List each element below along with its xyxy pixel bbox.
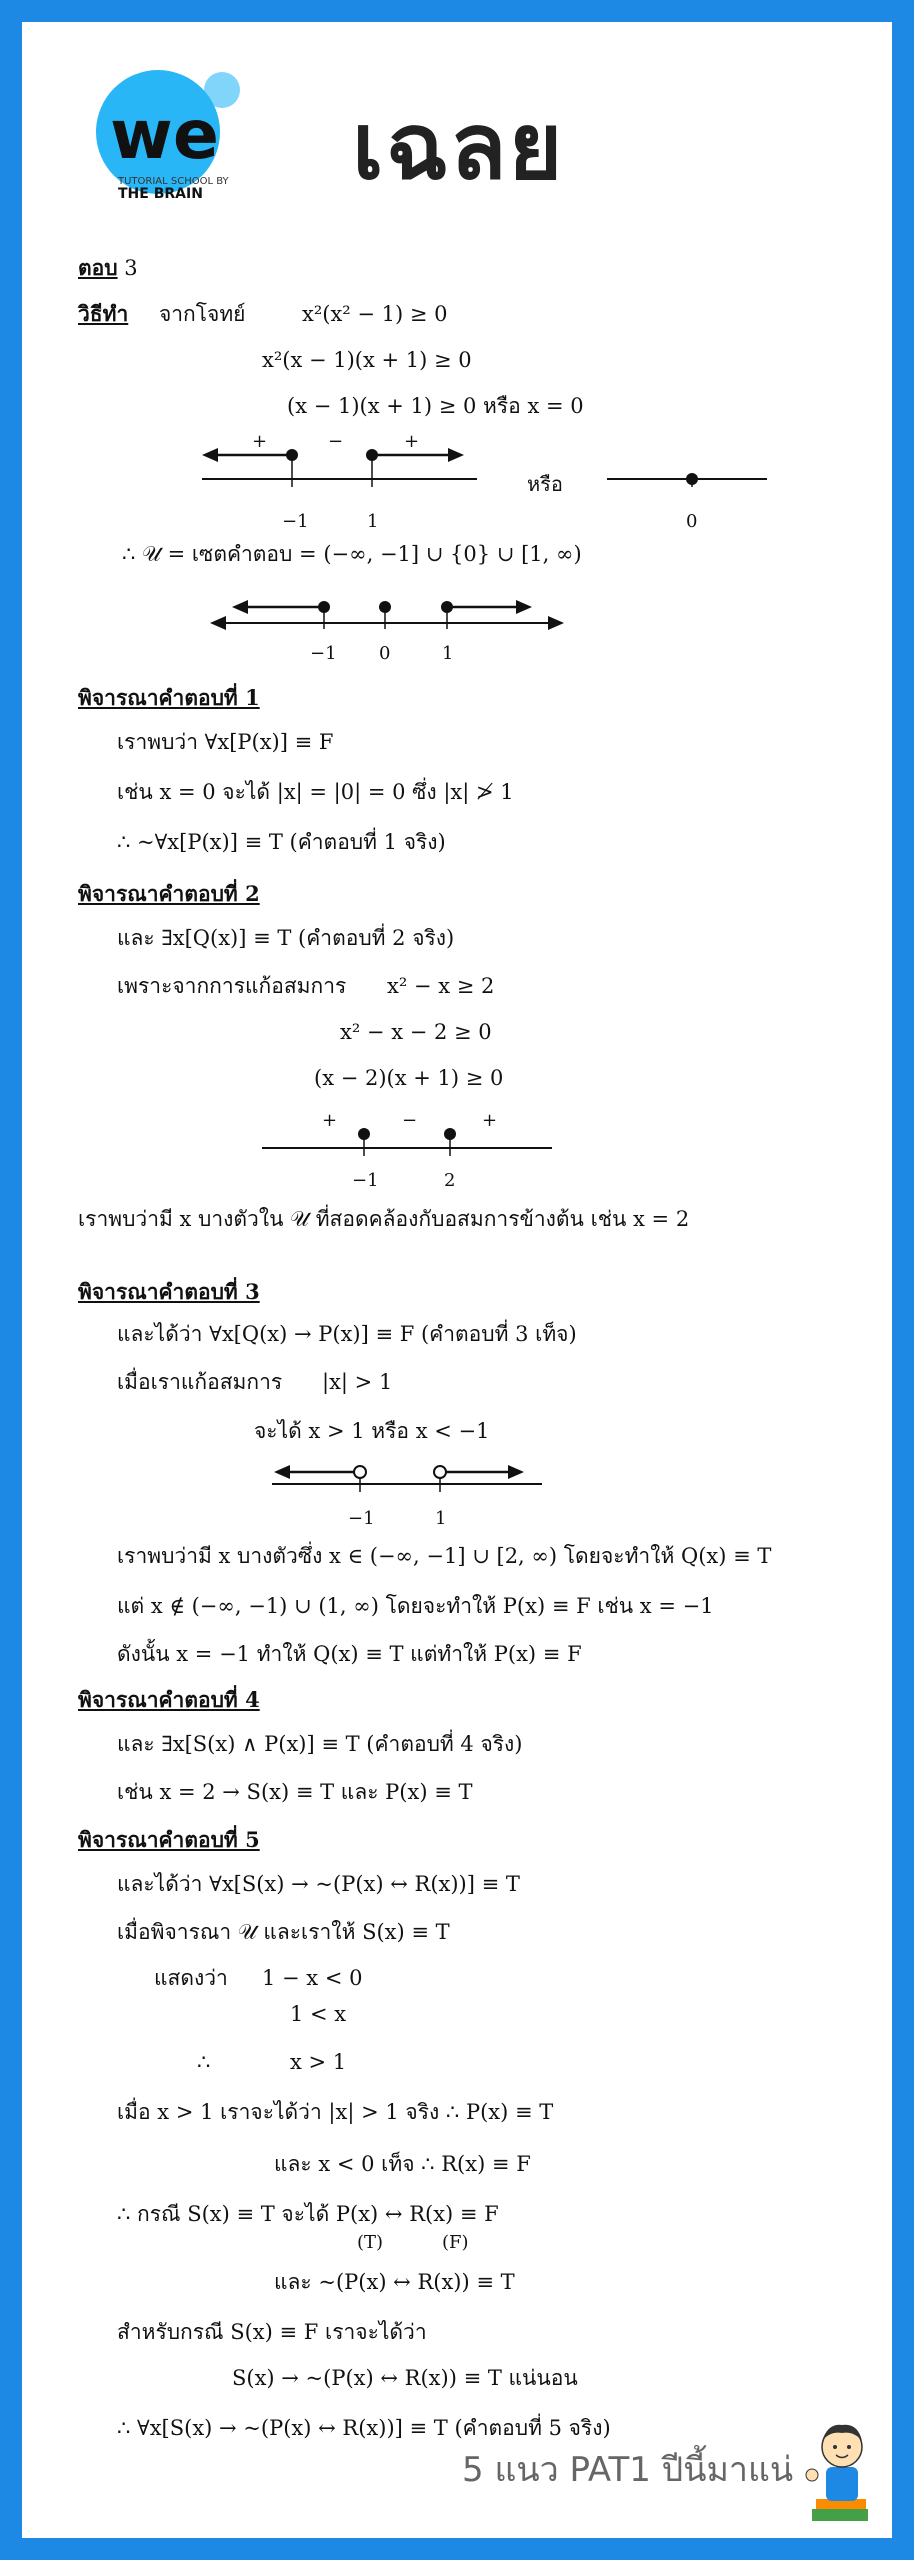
choice-4-title: พิจารณาคำตอบที่ 4 [78,1687,260,1712]
logo-text: we [110,96,219,175]
page-title: เฉลย [352,93,565,200]
choice-2-line-2b: x² − x ≥ 2 [387,974,495,998]
sign-label: + [252,431,268,452]
choice-5-line-12: ∴ ∀x[S(x) → ~(P(x) ↔ R(x))] ≡ T (คำตอบที่ 5 จริง) [117,2416,611,2440]
right-arrow [448,448,464,462]
tick-label: 1 [442,643,454,664]
choice-5-line-8: ∴ กรณี S(x) ≡ T จะได้ P(x) ↔ R(x) ≡ F [117,2202,499,2226]
choice-1-line-1: เราพบว่า ∀x[P(x)] ≡ F [117,730,334,754]
solution-set-line: ∴ 𝒰 = เซตคำตอบ = (−∞, −1] ∪ {0} ∪ [1, ∞) [122,542,582,566]
or-label: หรือ [527,472,563,496]
choice-5-line-7: และ x < 0 เท็จ ∴ R(x) ≡ F [274,2152,531,2176]
choice-1-title: พิจารณาคำตอบที่ 1 [78,685,260,710]
number-line-4 [252,1454,552,1534]
tick-label: −1 [348,1508,375,1529]
method-from: จากโจทย์ [158,302,246,326]
answer-value: 3 [124,256,138,280]
choice-1-line-3: ∴ ~∀x[P(x)] ≡ T (คำตอบที่ 1 จริง) [117,830,446,854]
choice-5-truth-f: (F) [442,2232,469,2253]
choice-5-truth-t: (T) [357,2232,384,2253]
choice-3-line-1: และได้ว่า ∀x[Q(x) → P(x)] ≡ F (คำตอบที่ 3 เท็จ) [117,1322,577,1346]
closed-point [379,601,391,613]
closed-point [441,601,453,613]
choice-3-line-4: เราพบว่ามี x บางตัวซึ่ง x ∈ (−∞, −1] ∪ [2, ∞) โดยจะทำให้ Q(x) ≡ T [117,1544,772,1568]
sign-label: + [322,1110,338,1131]
sign-label: + [404,431,420,452]
tick-label: 1 [435,1508,447,1529]
choice-2-line-4: (x − 2)(x + 1) ≥ 0 [314,1066,504,1090]
answer-label: ตอบ [78,255,118,280]
sign-label: + [482,1110,498,1131]
tick-label: −1 [352,1170,379,1191]
choice-3-line-6: ดังนั้น x = −1 ทำให้ Q(x) ≡ T แต่ทำให้ P(x) ≡ F [117,1642,582,1666]
choice-5-line-11: S(x) → ~(P(x) ↔ R(x)) ≡ T แน่นอน [232,2366,578,2390]
choice-2-line-1: และ ∃x[Q(x)] ≡ T (คำตอบที่ 2 จริง) [117,926,455,950]
choice-3-line-5: แต่ x ∉ (−∞, −1) ∪ (1, ∞) โดยจะทำให้ P(x) ≡ F เช่น x = −1 [117,1594,714,1618]
choice-5-line-9: และ ~(P(x) ↔ R(x)) ≡ T [274,2270,515,2294]
open-point [354,1466,366,1478]
tick-label: −1 [310,643,337,664]
choice-2-line-5: เราพบว่ามี x บางตัวใน 𝒰 ที่สอดคล้องกับอสมการข้างต้น เช่น x = 2 [78,1207,690,1231]
choice-2-line-3: x² − x − 2 ≥ 0 [340,1020,492,1044]
number-line-3 [242,1102,562,1192]
left-arrow [202,448,218,462]
sign-label: − [402,1110,418,1131]
answer-row [78,254,138,282]
open-point [434,1466,446,1478]
choice-5-line-10: สำหรับกรณี S(x) ≡ F เราจะได้ว่า [117,2320,427,2344]
choice-3-line-3: จะได้ x > 1 หรือ x < −1 [254,1419,490,1443]
method-label: วิธีทำ [78,301,129,326]
choice-3-title: พิจารณาคำตอบที่ 3 [78,1279,260,1304]
number-line-1 [172,427,792,537]
closed-point [686,473,698,485]
choice-5-line-2: เมื่อพิจารณา 𝒰 และเราให้ S(x) ≡ T [117,1920,450,1944]
choice-5-line-1: และได้ว่า ∀x[S(x) → ~(P(x) ↔ R(x))] ≡ T [117,1872,520,1896]
tick-label: 0 [686,511,698,532]
tick-label: 0 [379,643,391,664]
tick-label: 1 [367,511,379,532]
closed-point [444,1128,456,1140]
choice-5-line-3b: 1 − x < 0 [262,1966,363,1990]
choice-5-line-5a: ∴ [197,2050,211,2074]
tick-label: −1 [282,511,309,532]
sign-label: − [328,431,344,452]
logo-subtitle-2: THE BRAIN [118,186,203,200]
answer-sheet [22,22,892,2538]
choice-2-title: พิจารณาคำตอบที่ 2 [78,881,260,906]
closed-point [358,1128,370,1140]
choice-5-line-4: 1 < x [290,2002,347,2026]
closed-point [286,449,298,461]
number-line-2 [202,587,582,667]
we-logo [70,50,250,200]
choice-5-line-5b: x > 1 [290,2050,347,2074]
choice-1-line-2: เช่น x = 0 จะได้ |x| = |0| = 0 ซึ่ง |x| ≯ 1 [117,780,514,804]
choice-3-line-2b: |x| > 1 [322,1370,393,1394]
choice-3-line-2a: เมื่อเราแก้อสมการ [117,1370,283,1394]
choice-4-line-2: เช่น x = 2 → S(x) ≡ T และ P(x) ≡ T [117,1780,473,1804]
footer-text: 5 แนว PAT1 ปีนี้มาแน่ [462,2450,794,2490]
closed-point [318,601,330,613]
method-line-2: x²(x − 1)(x + 1) ≥ 0 [262,348,472,372]
choice-5-title: พิจารณาคำตอบที่ 5 [78,1827,260,1852]
tick-label: 2 [444,1170,456,1191]
closed-point [366,449,378,461]
student-mascot-icon [802,2417,882,2532]
logo-subtitle-1: TUTORIAL SCHOOL BY [118,176,229,187]
method-line-3: (x − 1)(x + 1) ≥ 0 หรือ x = 0 [287,394,584,418]
method-line-1: x²(x² − 1) ≥ 0 [302,302,448,326]
choice-5-line-6: เมื่อ x > 1 เราจะได้ว่า |x| > 1 จริง ∴ P(x) ≡ T [117,2100,554,2124]
choice-2-line-2a: เพราะจากการแก้อสมการ [117,974,347,998]
choice-4-line-1: และ ∃x[S(x) ∧ P(x)] ≡ T (คำตอบที่ 4 จริง) [117,1732,523,1756]
method-row [78,300,245,328]
choice-5-line-3a: แสดงว่า [154,1966,228,1990]
